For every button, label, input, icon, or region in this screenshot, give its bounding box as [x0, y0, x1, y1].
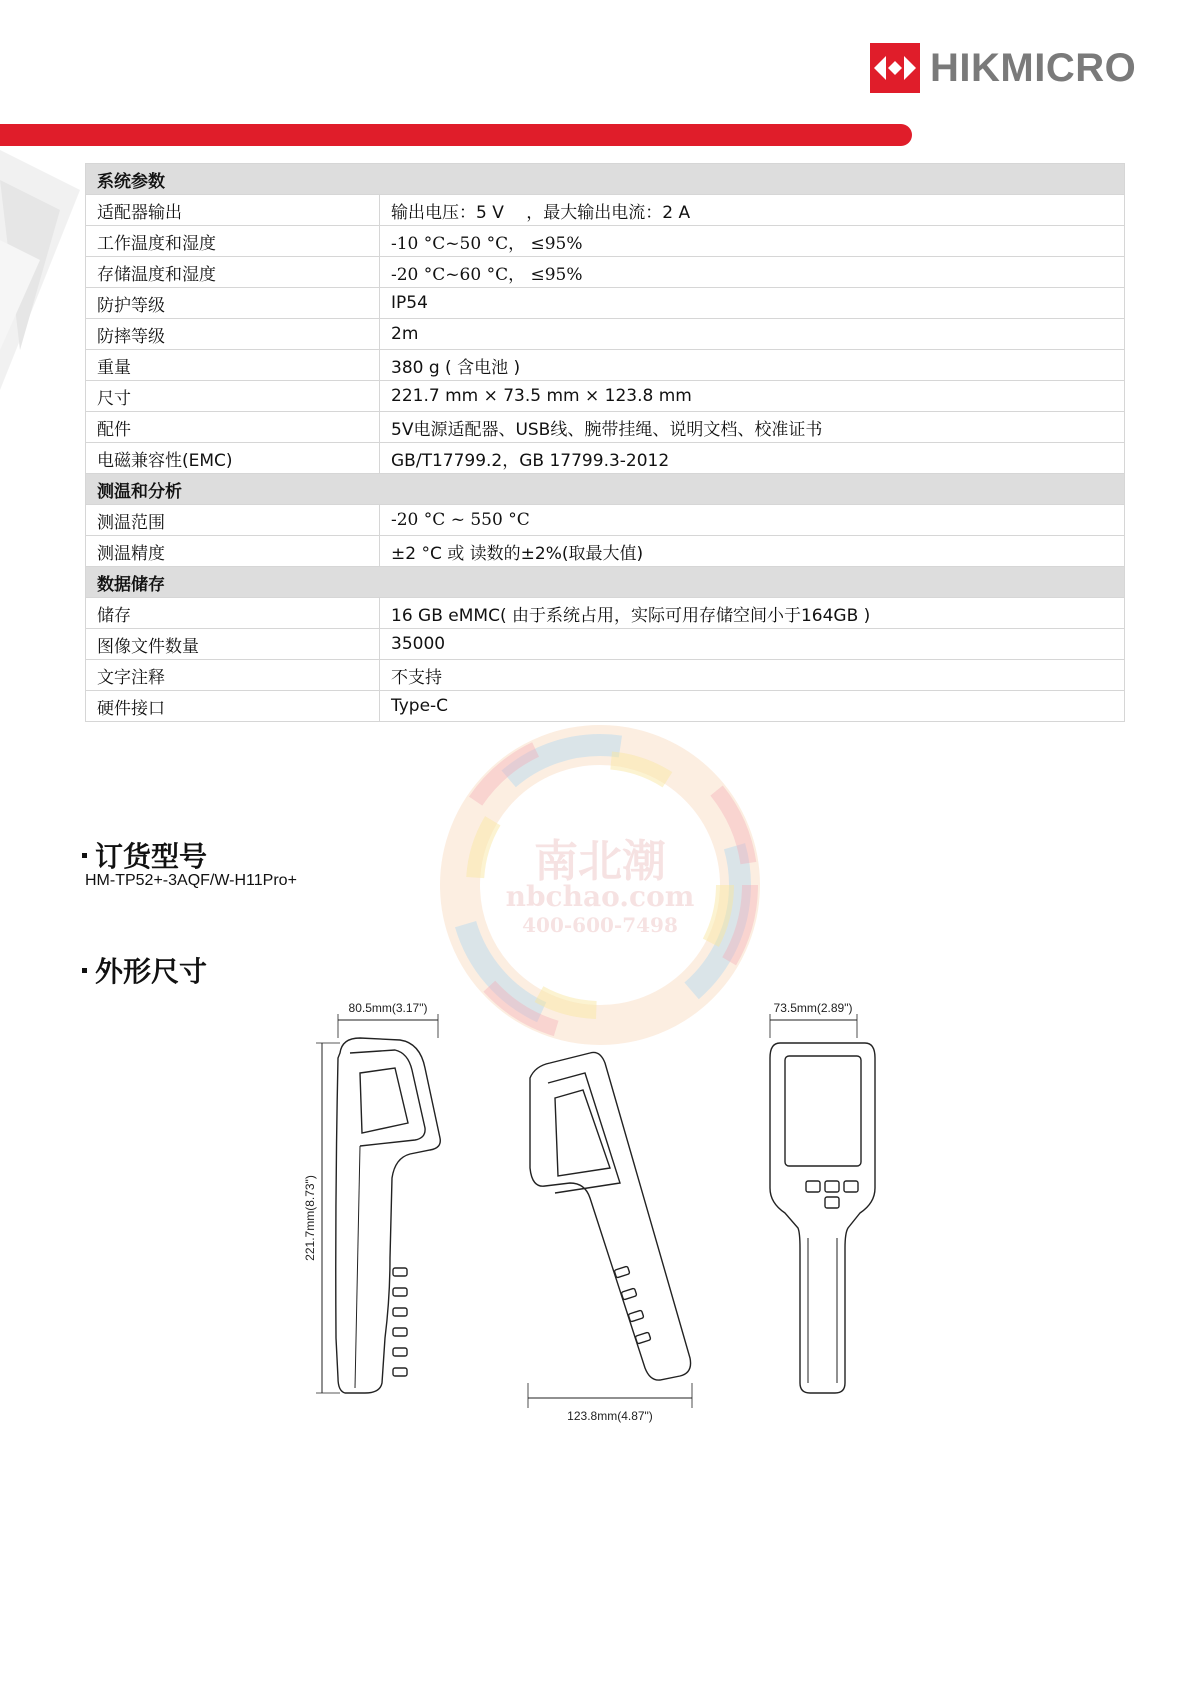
- section-header: [86, 567, 1125, 598]
- spec-value: 221.7 mm × 73.5 mm × 123.8 mm: [380, 381, 1125, 412]
- table-row: [86, 443, 1125, 474]
- spec-label: 电磁兼容性(EMC): [86, 443, 380, 474]
- bullet-icon: [82, 968, 87, 973]
- spec-label: 重量: [86, 350, 380, 381]
- table-row: [86, 381, 1125, 412]
- order-heading-text: 订货型号: [95, 840, 208, 873]
- spec-value: 16 GB eMMC( 由于系统占用，实际可用存储空间小于164GB ): [380, 598, 1125, 629]
- table-row: [86, 505, 1125, 536]
- table-row: [86, 412, 1125, 443]
- side-view: [316, 1014, 440, 1393]
- spec-value: ±2 °C 或 读数的±2%(取最大值): [380, 536, 1125, 567]
- section-title: 数据储存: [86, 567, 1125, 598]
- spec-label: 工作温度和湿度: [86, 226, 380, 257]
- spec-label: 文字注释: [86, 660, 380, 691]
- depth-label: 80.5mm(3.17"): [348, 1001, 428, 1015]
- spec-label: 尺寸: [86, 381, 380, 412]
- spec-label: 防护等级: [86, 288, 380, 319]
- spec-value: GB/T17799.2，GB 17799.3-2012: [380, 443, 1125, 474]
- spec-label: 适配器输出: [86, 195, 380, 226]
- spec-label: 硬件接口: [86, 691, 380, 722]
- hikmicro-logo: [870, 43, 1136, 93]
- width-label: 73.5mm(2.89"): [773, 1001, 853, 1015]
- table-row: [86, 598, 1125, 629]
- front-view: [770, 1014, 875, 1393]
- hikmicro-logo-icon: [870, 43, 920, 93]
- spec-value: 35000: [380, 629, 1125, 660]
- spec-value: IP54: [380, 288, 1125, 319]
- watermark-phone: 400-600-7498: [522, 913, 678, 937]
- bullet-icon: [82, 853, 87, 858]
- section-header: [86, 474, 1125, 505]
- decorative-corner-graphic: [0, 150, 90, 390]
- header-red-bar: [0, 124, 912, 146]
- section-title: 测温和分析: [86, 474, 1125, 505]
- spec-label: 测温精度: [86, 536, 380, 567]
- height-label: 221.7mm(8.73"): [303, 1175, 317, 1261]
- spec-value: 不支持: [380, 660, 1125, 691]
- table-row: [86, 319, 1125, 350]
- table-row: [86, 629, 1125, 660]
- dims-heading-text: 外形尺寸: [95, 955, 208, 988]
- table-row: [86, 691, 1125, 722]
- length-label: 123.8mm(4.87"): [567, 1409, 653, 1423]
- order-model: HM-TP52+-3AQF/W-H11Pro+: [85, 872, 297, 889]
- dims-heading: [82, 950, 207, 990]
- table-row: [86, 257, 1125, 288]
- spec-value: 2m: [380, 319, 1125, 350]
- watermark-site: nbchao.com: [505, 880, 695, 913]
- spec-label: 图像文件数量: [86, 629, 380, 660]
- spec-value: 5V电源适配器、USB线、腕带挂绳、说明文档、校准证书: [380, 412, 1125, 443]
- table-row: [86, 288, 1125, 319]
- spec-value: -20 °C~60 °C， ≤95%: [380, 257, 1125, 288]
- section-title: 系统参数: [86, 164, 1125, 195]
- spec-value: -20 °C ~ 550 °C: [380, 505, 1125, 536]
- table-row: [86, 350, 1125, 381]
- spec-label: 测温范围: [86, 505, 380, 536]
- table-row: [86, 195, 1125, 226]
- spec-label: 配件: [86, 412, 380, 443]
- spec-label: 存储温度和湿度: [86, 257, 380, 288]
- specs-table: [85, 163, 1125, 722]
- table-row: [86, 660, 1125, 691]
- brand-name: HIKMICRO: [930, 45, 1137, 90]
- spec-value: Type-C: [380, 691, 1125, 722]
- spec-label: 储存: [86, 598, 380, 629]
- spec-value: -10 °C~50 °C， ≤95%: [380, 226, 1125, 257]
- spec-label: 防摔等级: [86, 319, 380, 350]
- table-row: [86, 536, 1125, 567]
- order-heading: [82, 835, 207, 875]
- watermark-cn: 南北潮: [534, 836, 666, 887]
- spec-value: 380 g ( 含电池 ): [380, 350, 1125, 381]
- spec-value: 输出电压：5 V ，最大输出电流：2 A: [380, 195, 1125, 226]
- section-header: [86, 164, 1125, 195]
- oblique-view: [528, 1052, 692, 1408]
- table-row: [86, 226, 1125, 257]
- dimension-drawing: [300, 998, 920, 1428]
